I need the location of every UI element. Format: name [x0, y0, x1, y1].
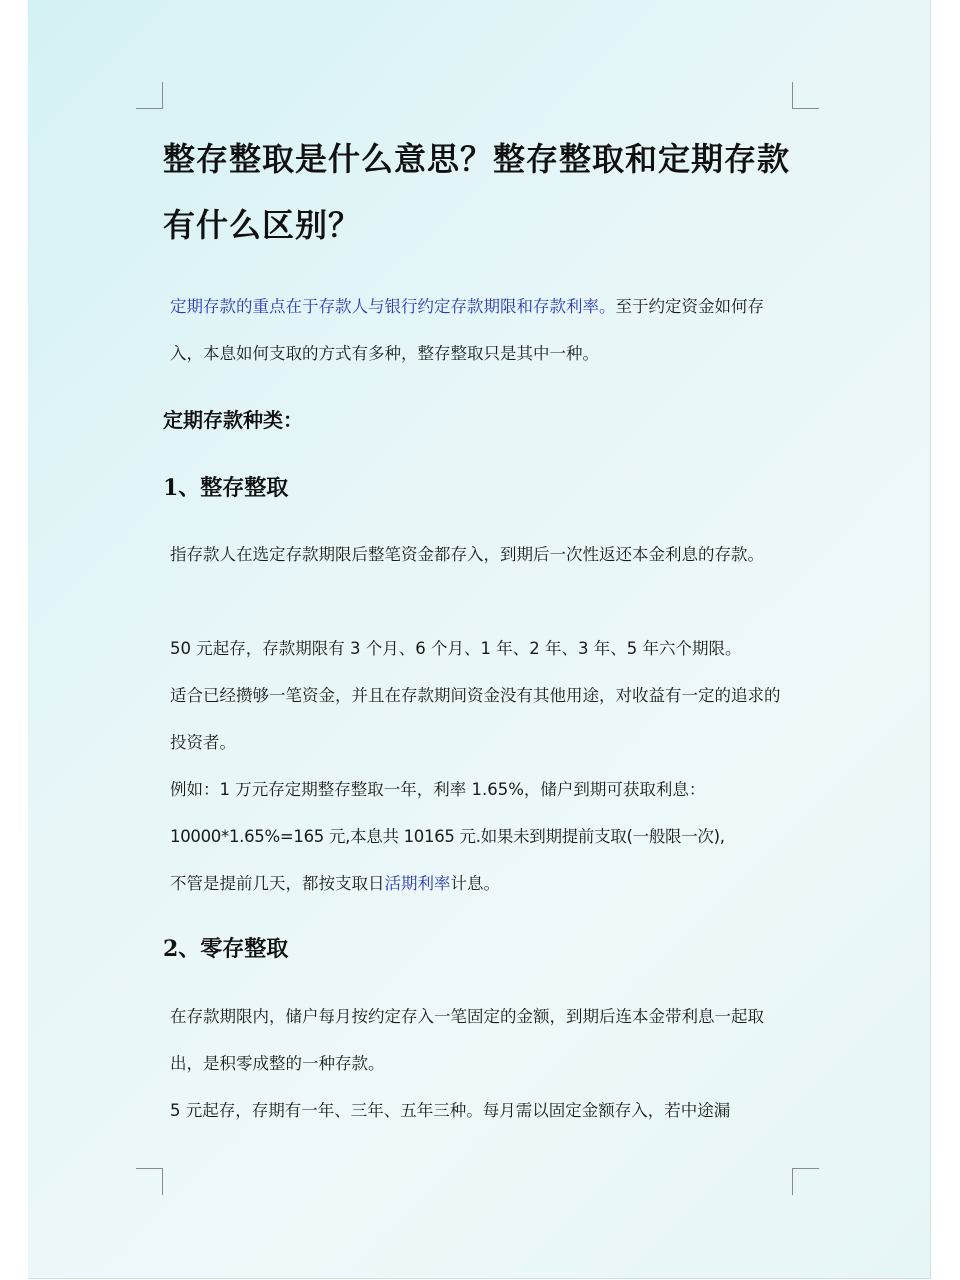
section1-para1: 指存款人在选定存款期限后整笔资金都存入，到期后一次性返还本金利息的存款。 [170, 545, 764, 564]
crop-mark-top-left [136, 82, 163, 109]
para6-pre: 不管是提前几天，都按支取日 [170, 874, 385, 893]
section1-heading: 1、整存整取 [163, 475, 289, 501]
intro-rest: 至于约定资金如何存入，本息如何支取的方式有多种，整存整取只是其中一种。 [170, 297, 764, 363]
intro-highlight: 定期存款的重点在于存款人与银行约定存款期限和存款利率。 [170, 297, 616, 316]
section2-para2: 5 元起存，存期有一年、三年、五年三种。每月需以固定金额存入，若中途漏 [170, 1101, 731, 1120]
section1-para4: 例如：1 万元存定期整存整取一年，利率 1.65%，储户到期可获取利息： [170, 780, 706, 799]
section1-para3: 适合已经攒够一笔资金，并且在存款期间资金没有其他用途，对收益有一定的追求的投资者。 [170, 686, 781, 752]
crop-mark-bottom-left [136, 1168, 163, 1195]
section1-para5: 10000*1.65%=165 元,本息共 10165 元.如果未到期提前支取(一般限一次), [170, 827, 725, 846]
types-heading: 定期存款种类： [163, 408, 303, 432]
document-title: 整存整取是什么意思？整存整取和定期存款有什么区别？ [163, 140, 791, 244]
crop-mark-top-right [792, 82, 819, 109]
current-rate-link[interactable]: 活期利率 [384, 874, 451, 893]
intro-paragraph [170, 283, 796, 377]
section1-para6 [170, 860, 796, 907]
crop-mark-bottom-right [792, 1168, 819, 1195]
section2-para1: 在存款期限内，储户每月按约定存入一笔固定的金额，到期后连本金带利息一起取出，是积零成整的一种存款。 [170, 1007, 764, 1073]
para6-post: 计息。 [450, 874, 500, 893]
section1-para2: 50 元起存，存款期限有 3 个月、6 个月、1 年、2 年、3 年、5 年六个期限。 [170, 639, 742, 658]
section2-heading: 2、零存整取 [163, 936, 289, 962]
